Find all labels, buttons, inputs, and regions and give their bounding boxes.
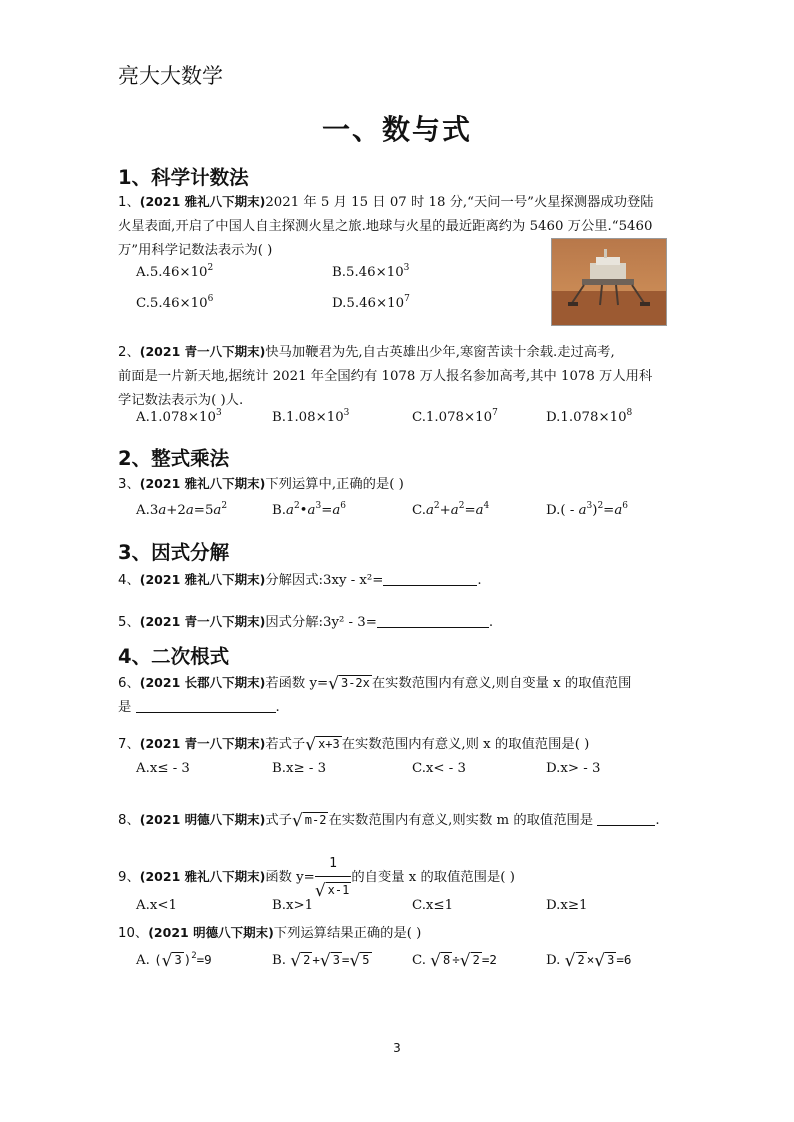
option-d[interactable]: $D.5.46\times 10^7$ [332, 294, 410, 311]
question-3: 3、(2021 雅礼八下期末)下列运算中,正确的是( ) [118, 476, 404, 492]
question-source: (2021 雅礼八下期末) [139, 194, 266, 209]
question-source: (2021 长郡八下期末) [139, 675, 266, 690]
question-8: 8、(2021 明德八下期末)式子√ m-2 在实数范围内有意义,则实数 m 的取值范围是 . [118, 808, 678, 833]
section-title: 1、科学计数法 [118, 166, 249, 189]
option-b[interactable]: $B.a^2•a^3=a^6$ [272, 501, 347, 518]
answer-blank[interactable] [377, 613, 489, 628]
page-number: 3 [393, 1041, 401, 1055]
answer-blank[interactable] [597, 811, 655, 826]
question-7: 7、(2021 青一八下期末)若式子√ x+3 在实数范围内有意义,则 x 的取值范围是( ) [118, 732, 678, 757]
option-d[interactable]: D.x≥1 [546, 898, 588, 913]
option-c[interactable]: $C.a^2+a^2=a^4$ [412, 501, 490, 518]
radical-expression: √ x+3 [305, 735, 340, 755]
question-source: (2021 青一八下期末) [139, 736, 266, 751]
option-c[interactable]: C. √ 8 ÷√ 2 =2 [412, 951, 497, 971]
fraction-expression: $\frac{1}{√ x-1}$ [315, 852, 352, 903]
section-title: 4、二次根式 [118, 645, 230, 668]
option-c[interactable]: C.x≤1 [412, 898, 454, 913]
radical-expression: √ m-2 [291, 811, 327, 831]
question-6: 6、(2021 长郡八下期末)若函数 y=√ 3-2x 在实数范围内有意义,则自变量 x 的取值范围 是 . [118, 671, 678, 720]
question-9: 9、(2021 雅礼八下期末)函数 y= $\frac{1}{√ x-1}$ 的自变量 x 的取值范围是( ) [118, 852, 678, 903]
option-b[interactable]: B.x≥ - 3 [272, 761, 327, 776]
option-a[interactable]: $A.3a+2a=5a^2$ [136, 501, 228, 518]
question-5: 5、(2021 青一八下期末)因式分解:3y² - 3= . [118, 614, 494, 630]
option-d[interactable]: $D.1.078\times 10^8$ [546, 408, 633, 425]
section-title: 2、整式乘法 [118, 447, 230, 470]
option-a[interactable]: A. (√ 3 )$^2$=9 [136, 951, 212, 971]
option-c[interactable]: $C.5.46\times 10^6$ [136, 294, 214, 311]
option-a[interactable]: A.x<1 [136, 898, 177, 913]
answer-blank[interactable] [136, 698, 276, 713]
question-source: (2021 明德八下期末) [139, 812, 266, 827]
question-source: (2021 雅礼八下期末) [139, 869, 266, 884]
page-header: 亮大大数学 [118, 64, 223, 88]
question-number: 7、 [118, 737, 140, 752]
question-number: 6、 [118, 676, 140, 691]
option-a[interactable]: $A.5.46\times 10^2$ [136, 263, 214, 280]
question-source: (2021 雅礼八下期末) [139, 476, 266, 491]
radical-expression: √ 3-2x [328, 674, 370, 694]
section-title: 3、因式分解 [118, 541, 230, 564]
question-source: (2021 青一八下期末) [139, 614, 266, 629]
option-c[interactable]: C.x< - 3 [412, 761, 466, 776]
option-d[interactable]: D.x> - 3 [546, 761, 601, 776]
option-b[interactable]: $B.1.08\times 10^3$ [272, 408, 350, 425]
option-a[interactable]: A.x≤ - 3 [136, 761, 190, 776]
option-a[interactable]: $A.1.078\times 10^3$ [136, 408, 222, 425]
mars-rover-photo [551, 238, 667, 326]
question-1: 1、(2021 雅礼八下期末)2021 年 5 月 15 日 07 时 18 分,“天问一号”火星探测器成功登陆 火星表面,开启了中国人自主探测火星之旅.地球与火星的最近距离约为 5460 万公里.“5460 万”用科学记数法表示为( ) [118, 194, 654, 258]
question-number: 1、 [118, 195, 140, 210]
question-number: 9、 [118, 870, 140, 885]
answer-blank[interactable] [383, 571, 477, 586]
question-4: 4、(2021 雅礼八下期末)分解因式:3xy - x²= . [118, 572, 482, 588]
option-b[interactable]: B. √ 2 +√ 3 =√ 5 [272, 951, 370, 971]
option-b[interactable]: $B.5.46\times 10^3$ [332, 263, 410, 280]
question-2: 2、(2021 青一八下期末)快马加鞭君为先,自古英雄出少年,寒窗苦读十余载.走过高考, 前面是一片新天地,据统计 2021 年全国约有 1078 万人报名参加高考,其中 1078 万人用科 学记数法表示为( )人. [118, 344, 653, 408]
question-source: (2021 明德八下期末) [148, 925, 274, 940]
option-b[interactable]: B.x>1 [272, 898, 314, 913]
option-c[interactable]: $C.1.078\times 10^7$ [412, 408, 498, 425]
question-source: (2021 青一八下期末) [139, 344, 266, 359]
option-d[interactable]: $D.( - a^3)^2=a^6$ [546, 501, 628, 518]
question-number: 4、 [118, 573, 140, 588]
question-source: (2021 雅礼八下期末) [139, 572, 266, 587]
option-d[interactable]: D. √ 2 ×√ 3 =6 [546, 951, 632, 971]
question-number: 2、 [118, 345, 140, 360]
question-number: 10、 [118, 926, 149, 941]
question-10: 10、(2021 明德八下期末)下列运算结果正确的是( ) [118, 925, 422, 941]
question-number: 5、 [118, 615, 140, 630]
question-number: 8、 [118, 813, 140, 828]
chapter-title: 一、数与式 [321, 113, 472, 146]
question-number: 3、 [118, 477, 140, 492]
